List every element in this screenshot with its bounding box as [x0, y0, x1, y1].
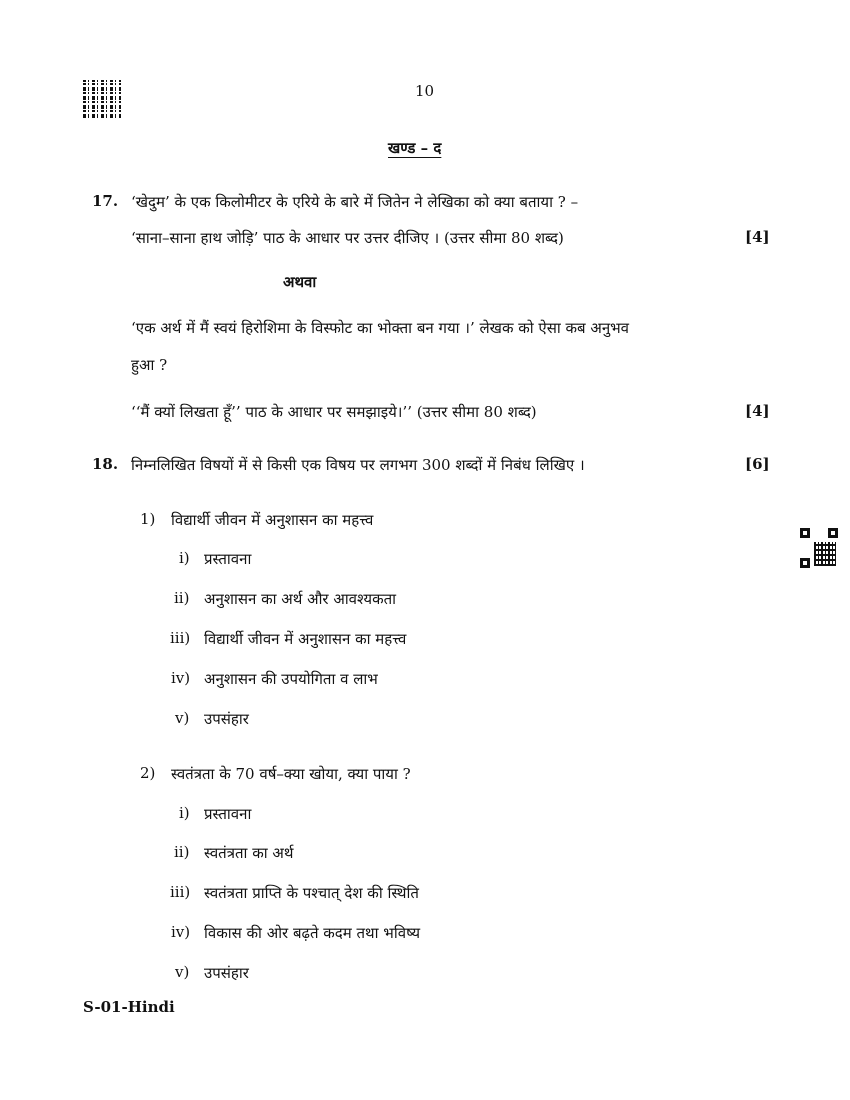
topic-2-point-number: v) — [175, 963, 190, 981]
topic-2-point-text: उपसंहार — [204, 964, 249, 982]
topic-1-point-number: iii) — [170, 629, 191, 647]
topic-2-title: स्वतंत्रता के 70 वर्ष–क्या खोया, क्या पाया ? — [171, 765, 411, 783]
topic-1-point-number: iv) — [171, 669, 191, 687]
topic-2-point-number: ii) — [174, 843, 190, 861]
or-label: अथवा — [283, 273, 317, 291]
question-17-line-2: ‘साना–साना हाथ जोड़ि’ पाठ के आधार पर उत्तर दीजिए । (उत्तर सीमा 80 शब्द) — [131, 229, 564, 247]
question-17-line-1: ‘खेदुम’ के एक किलोमीटर के एरिये के बारे में जितेन ने लेखिका को क्या बताया ? – — [131, 193, 579, 211]
barcode-image — [83, 80, 121, 118]
question-18-prompt: निम्नलिखित विषयों में से किसी एक विषय पर लगभग 300 शब्दों में निबंध लिखिए । — [131, 456, 585, 474]
topic-1-point-text: अनुशासन का अर्थ और आवश्यकता — [204, 590, 397, 608]
question-17-alt-line-2: हुआ ? — [131, 356, 168, 374]
question-17-number: 17. — [92, 192, 119, 210]
topic-1-number: 1) — [140, 510, 156, 528]
topic-1-point-number: i) — [179, 549, 190, 567]
footer-code: S-01-Hindi — [83, 998, 175, 1016]
topic-1-title: विद्यार्थी जीवन में अनुशासन का महत्त्व — [171, 511, 374, 529]
topic-2-point-number: iv) — [171, 923, 191, 941]
topic-2-point-text: स्वतंत्रता का अर्थ — [204, 844, 294, 862]
qr-code-image — [800, 528, 838, 568]
topic-2-point-number: i) — [179, 804, 190, 822]
question-17-alt-line-3: ‘‘मैं क्यों लिखता हूँ’’ पाठ के आधार पर समझाइये।’’ (उत्तर सीमा 80 शब्द) — [131, 403, 537, 421]
question-17-alt-line-1: ‘एक अर्थ में मैं स्वयं हिरोशिमा के विस्फोट का भोक्ता बन गया ।’ लेखक को ऐसा कब अनुभव — [131, 319, 630, 337]
topic-1-point-number: ii) — [174, 589, 190, 607]
topic-2-number: 2) — [140, 764, 156, 782]
section-title: खण्ड – द — [388, 139, 442, 157]
topic-1-point-text: अनुशासन की उपयोगिता व लाभ — [204, 670, 378, 688]
topic-2-point-text: स्वतंत्रता प्राप्ति के पश्चात् देश की स्थिति — [204, 884, 419, 902]
topic-1-point-text: प्रस्तावना — [204, 550, 252, 568]
topic-2-point-number: iii) — [170, 883, 191, 901]
question-17-marks: [4] — [745, 228, 770, 246]
question-18-marks: [6] — [745, 455, 770, 473]
topic-1-point-text: विद्यार्थी जीवन में अनुशासन का महत्त्व — [204, 630, 407, 648]
topic-1-point-number: v) — [175, 709, 190, 727]
topic-1-point-text: उपसंहार — [204, 710, 249, 728]
question-17-alt-marks: [4] — [745, 402, 770, 420]
topic-2-point-text: प्रस्तावना — [204, 805, 252, 823]
topic-2-point-text: विकास की ओर बढ़ते कदम तथा भविष्य — [204, 924, 421, 942]
question-18-number: 18. — [92, 455, 119, 473]
page-number: 10 — [415, 82, 435, 100]
